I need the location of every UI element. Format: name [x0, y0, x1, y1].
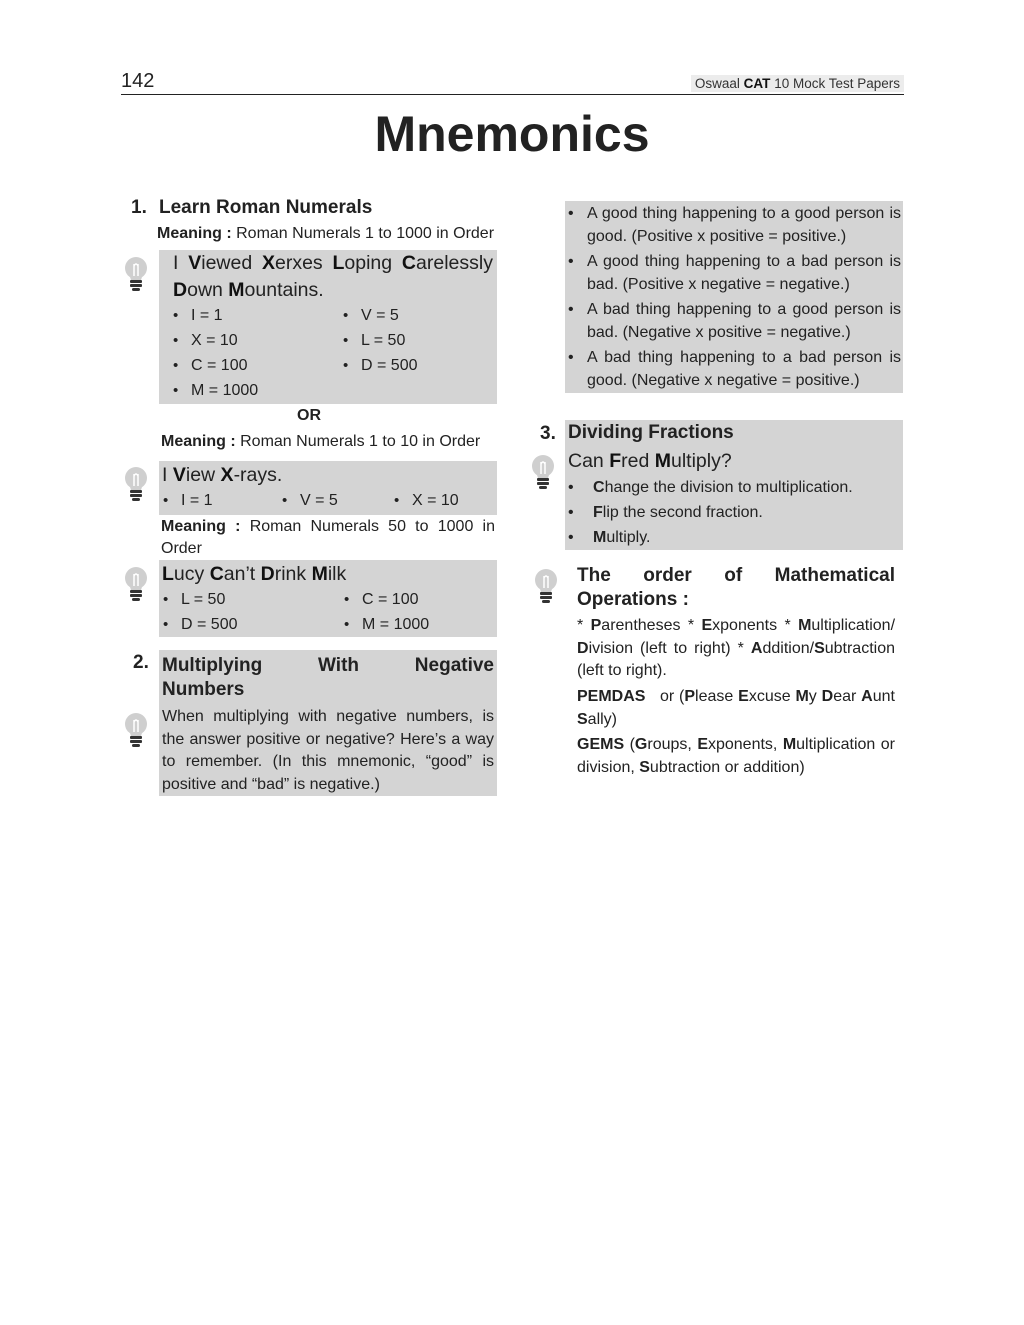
- section-3-heading: Dividing Fractions: [568, 422, 734, 443]
- section-2-number: 2.: [133, 652, 149, 673]
- section-4-heading-line1: The order of Mathematical: [577, 565, 895, 586]
- lightbulb-icon: [122, 566, 150, 604]
- mnemonic-phrase: Can Fred Multiply?: [568, 450, 732, 472]
- mnemonic-phrase: I Viewed Xerxes Loping Carelessly Down Mountains.: [173, 252, 493, 301]
- list-item: • C = 100: [362, 591, 418, 609]
- list-item: • A bad thing happening to a good person is bad. (Negative x positive = negative.): [565, 298, 901, 344]
- meaning-3: Meaning : Roman Numerals 50 to 1000 in Order: [161, 518, 496, 557]
- section-3-number: 3.: [540, 423, 556, 444]
- list-item: • L = 50: [181, 591, 225, 609]
- list-item: • X = 10: [412, 492, 459, 510]
- list-item: • D = 500: [361, 357, 417, 375]
- lightbulb-icon: [532, 568, 560, 606]
- exam-name: CAT: [743, 76, 771, 91]
- section-1-heading: Learn Roman Numerals: [159, 197, 373, 218]
- mnemonic-box-roman-1000: [159, 250, 497, 404]
- list-item: • M = 1000: [191, 382, 258, 400]
- list-item: • Change the division to multiplication.: [565, 476, 901, 499]
- dividing-fractions-box: [565, 420, 903, 550]
- section-4-heading-line2: Operations :: [577, 589, 689, 610]
- list-item: • I = 1: [181, 492, 213, 510]
- list-item: • Flip the second fraction.: [565, 501, 901, 524]
- list-item: • I = 1: [191, 307, 223, 325]
- list-item: • A good thing happening to a good person is good. (Positive x positive = positive.): [565, 202, 901, 248]
- multiplying-examples-box: [565, 201, 903, 393]
- list-item: • D = 500: [181, 616, 237, 634]
- meaning-1: Meaning : Roman Numerals 1 to 1000 in Order: [157, 225, 495, 242]
- page-number: 142: [121, 70, 155, 92]
- mnemonic-phrase: Lucy Can’t Drink Milk: [162, 563, 347, 585]
- list-item: • L = 50: [361, 332, 405, 350]
- or-divider: OR: [297, 407, 321, 424]
- section-2-text: When multiplying with negative numbers, is the answer positive or negative? Here’s a way to remember. (In this mnemonic, “good” is positive and “bad” is negative.): [162, 708, 494, 793]
- lightbulb-icon: [122, 712, 150, 750]
- multiplying-box: [159, 650, 497, 796]
- pemdas-text: PEMDAS or (Please Excuse My Dear Aunt Sally): [577, 688, 895, 728]
- operations-order-text: * Parentheses * Exponents * Multiplication/ Division (left to right) * Addition/Subtraction (left to right).: [577, 617, 896, 679]
- section-2-heading-line2: Numbers: [162, 679, 245, 700]
- list-item: • V = 5: [361, 307, 399, 325]
- mnemonic-box-roman-50-1000: [159, 560, 497, 637]
- section-2-heading-line1: Multiplying With Negative: [162, 655, 494, 676]
- list-item: • X = 10: [191, 332, 238, 350]
- lightbulb-icon: [122, 466, 150, 504]
- list-item: • V = 5: [300, 492, 338, 510]
- list-item: • C = 100: [191, 357, 247, 375]
- list-item: • M = 1000: [362, 616, 429, 634]
- section-1-number: 1.: [131, 197, 147, 218]
- lightbulb-icon: [529, 454, 557, 492]
- list-item: • A good thing happening to a bad person is bad. (Positive x negative = negative.): [565, 250, 901, 296]
- mnemonic-phrase: I View X-rays.: [162, 464, 283, 486]
- list-item: • Multiply.: [565, 526, 901, 549]
- running-header: [691, 75, 904, 92]
- header-rule: [121, 94, 904, 95]
- brand: Oswaal: [694, 76, 740, 91]
- book-title: 10 Mock Test Papers: [774, 76, 900, 91]
- lightbulb-icon: [122, 256, 150, 294]
- mnemonic-box-roman-10: [159, 461, 497, 515]
- meaning-2: Meaning : Roman Numerals 1 to 10 in Order: [161, 433, 481, 450]
- list-item: • A bad thing happening to a bad person is good. (Negative x negative = positive.): [565, 346, 901, 392]
- page-title: Mnemonics: [374, 106, 650, 162]
- gems-text: GEMS (Groups, Exponents, Multiplication or division, Subtraction or addition): [577, 736, 895, 776]
